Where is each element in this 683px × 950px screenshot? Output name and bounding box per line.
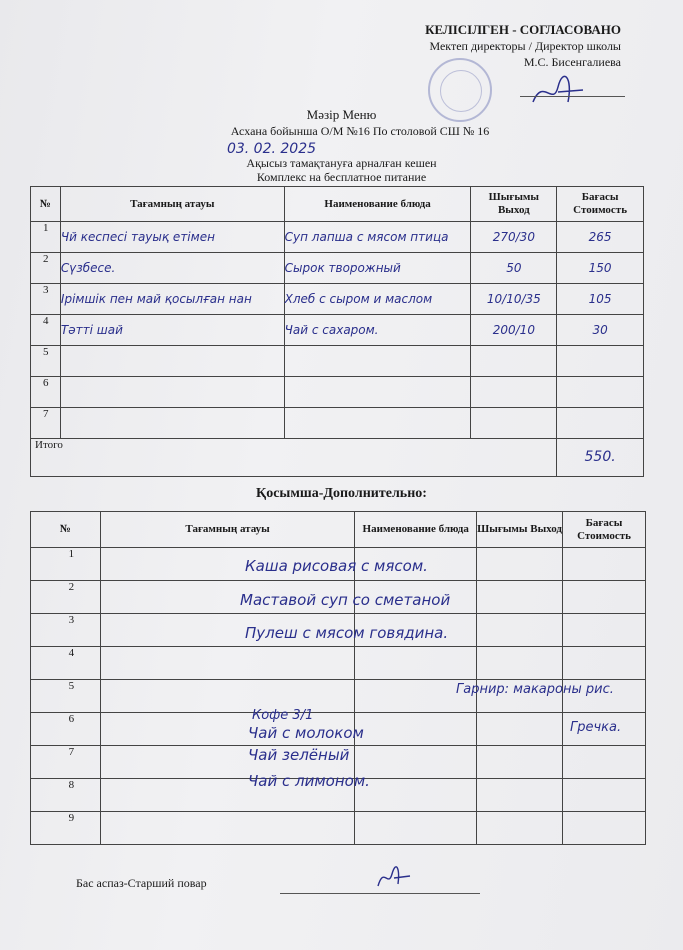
dish-price: 105 bbox=[557, 284, 644, 315]
table-row bbox=[31, 408, 644, 439]
extra-dish: Гречка. bbox=[570, 720, 622, 735]
menu-title: Мәзір Меню bbox=[306, 107, 377, 122]
col-header-num: № bbox=[31, 512, 101, 548]
complex-title-kz: Ақысыз тамақтануға арналған кешен bbox=[246, 156, 437, 170]
row-num: 8 bbox=[31, 779, 101, 812]
table-row bbox=[31, 346, 644, 377]
row-num: 5 bbox=[31, 346, 61, 377]
approval-name: М.С. Бисенгалиева bbox=[523, 55, 621, 69]
approval-position: Мектеп директоры / Директор школы bbox=[429, 39, 621, 53]
table-row bbox=[31, 647, 646, 680]
total-value: 550. bbox=[557, 439, 644, 477]
dish-price: 30 bbox=[557, 315, 644, 346]
col-header-output: Шығымы Выход bbox=[477, 512, 563, 548]
row-num: 1 bbox=[31, 222, 61, 253]
table-row bbox=[31, 812, 646, 845]
row-num: 5 bbox=[31, 680, 101, 713]
dish-output: 50 bbox=[471, 253, 557, 284]
complex-title-ru: Комплекс на бесплатное питание bbox=[256, 170, 427, 184]
row-num: 6 bbox=[31, 713, 101, 746]
dish-kz: Тәтті шай bbox=[60, 315, 284, 346]
row-num: 9 bbox=[31, 812, 101, 845]
col-header-num: № bbox=[31, 187, 61, 222]
dish-ru: Сырок творожный bbox=[284, 253, 471, 284]
row-num: 7 bbox=[31, 408, 61, 439]
extra-dish: Чай с молоком bbox=[248, 724, 364, 742]
row-num: 4 bbox=[31, 647, 101, 680]
menu-date: 03. 02. 2025 bbox=[226, 141, 317, 157]
total-label: Итого bbox=[31, 439, 557, 477]
dish-output: 270/30 bbox=[471, 222, 557, 253]
row-num: 2 bbox=[31, 581, 101, 614]
table-row bbox=[31, 284, 644, 315]
extra-dish: Гарнир: макароны рис. bbox=[456, 682, 614, 697]
dish-output: 200/10 bbox=[471, 315, 557, 346]
dish-ru: Чай с сахаром. bbox=[284, 315, 471, 346]
approval-heading: КЕЛІСІЛГЕН - СОГЛАСОВАНО bbox=[425, 22, 621, 37]
director-signature bbox=[528, 72, 588, 112]
col-header-kz: Тағамның атауы bbox=[100, 512, 354, 548]
canteen-title: Асхана бойынша О/М №16 По столовой СШ № 16 bbox=[230, 124, 490, 138]
row-num: 3 bbox=[31, 614, 101, 647]
table-row bbox=[31, 315, 644, 346]
row-num: 6 bbox=[31, 377, 61, 408]
row-num: 3 bbox=[31, 284, 61, 315]
row-num: 1 bbox=[31, 548, 101, 581]
dish-price: 150 bbox=[557, 253, 644, 284]
extra-dish: Пулеш с мясом говядина. bbox=[245, 624, 449, 642]
dish-output: 10/10/35 bbox=[471, 284, 557, 315]
chef-signature-line bbox=[280, 893, 480, 894]
dish-ru: Суп лапша с мясом птица bbox=[284, 222, 471, 253]
table-row bbox=[31, 253, 644, 284]
extra-dish: Кофе 3/1 bbox=[252, 708, 314, 723]
extra-dish: Маставой суп со сметаной bbox=[240, 591, 451, 609]
extra-section-title: Қосымша-Дополнительно: bbox=[256, 486, 427, 501]
total-row bbox=[31, 439, 644, 477]
dish-kz: Ірімшік пен май қосылған нан bbox=[60, 284, 284, 315]
row-num: 4 bbox=[31, 315, 61, 346]
table-row bbox=[31, 377, 644, 408]
chef-signature bbox=[374, 862, 414, 892]
free-meal-table bbox=[30, 186, 644, 477]
dish-ru: Хлеб с сыром и маслом bbox=[284, 284, 471, 315]
table-row bbox=[31, 222, 644, 253]
col-header-output: Шығымы Выход bbox=[471, 187, 557, 222]
director-signature-line bbox=[520, 96, 625, 97]
table-header-row bbox=[31, 187, 644, 222]
extra-dish: Чай зелёный bbox=[248, 746, 350, 764]
extra-dish: Каша рисовая с мясом. bbox=[245, 557, 428, 575]
table-header-row bbox=[31, 512, 646, 548]
dish-kz: Сүзбесе. bbox=[60, 253, 284, 284]
col-header-ru: Наименование блюда bbox=[284, 187, 471, 222]
dish-kz: Чй кеспесі тауық етімен bbox=[60, 222, 284, 253]
extra-dish: Чай с лимоном. bbox=[248, 772, 370, 790]
row-num: 2 bbox=[31, 253, 61, 284]
row-num: 7 bbox=[31, 746, 101, 779]
col-header-kz: Тағамның атауы bbox=[60, 187, 284, 222]
col-header-price: Бағасы Стоимость bbox=[557, 187, 644, 222]
dish-price: 265 bbox=[557, 222, 644, 253]
col-header-price: Бағасы Стоимость bbox=[563, 512, 646, 548]
chef-label: Бас аспаз-Старший повар bbox=[76, 876, 207, 890]
col-header-ru: Наименование блюда bbox=[355, 512, 477, 548]
